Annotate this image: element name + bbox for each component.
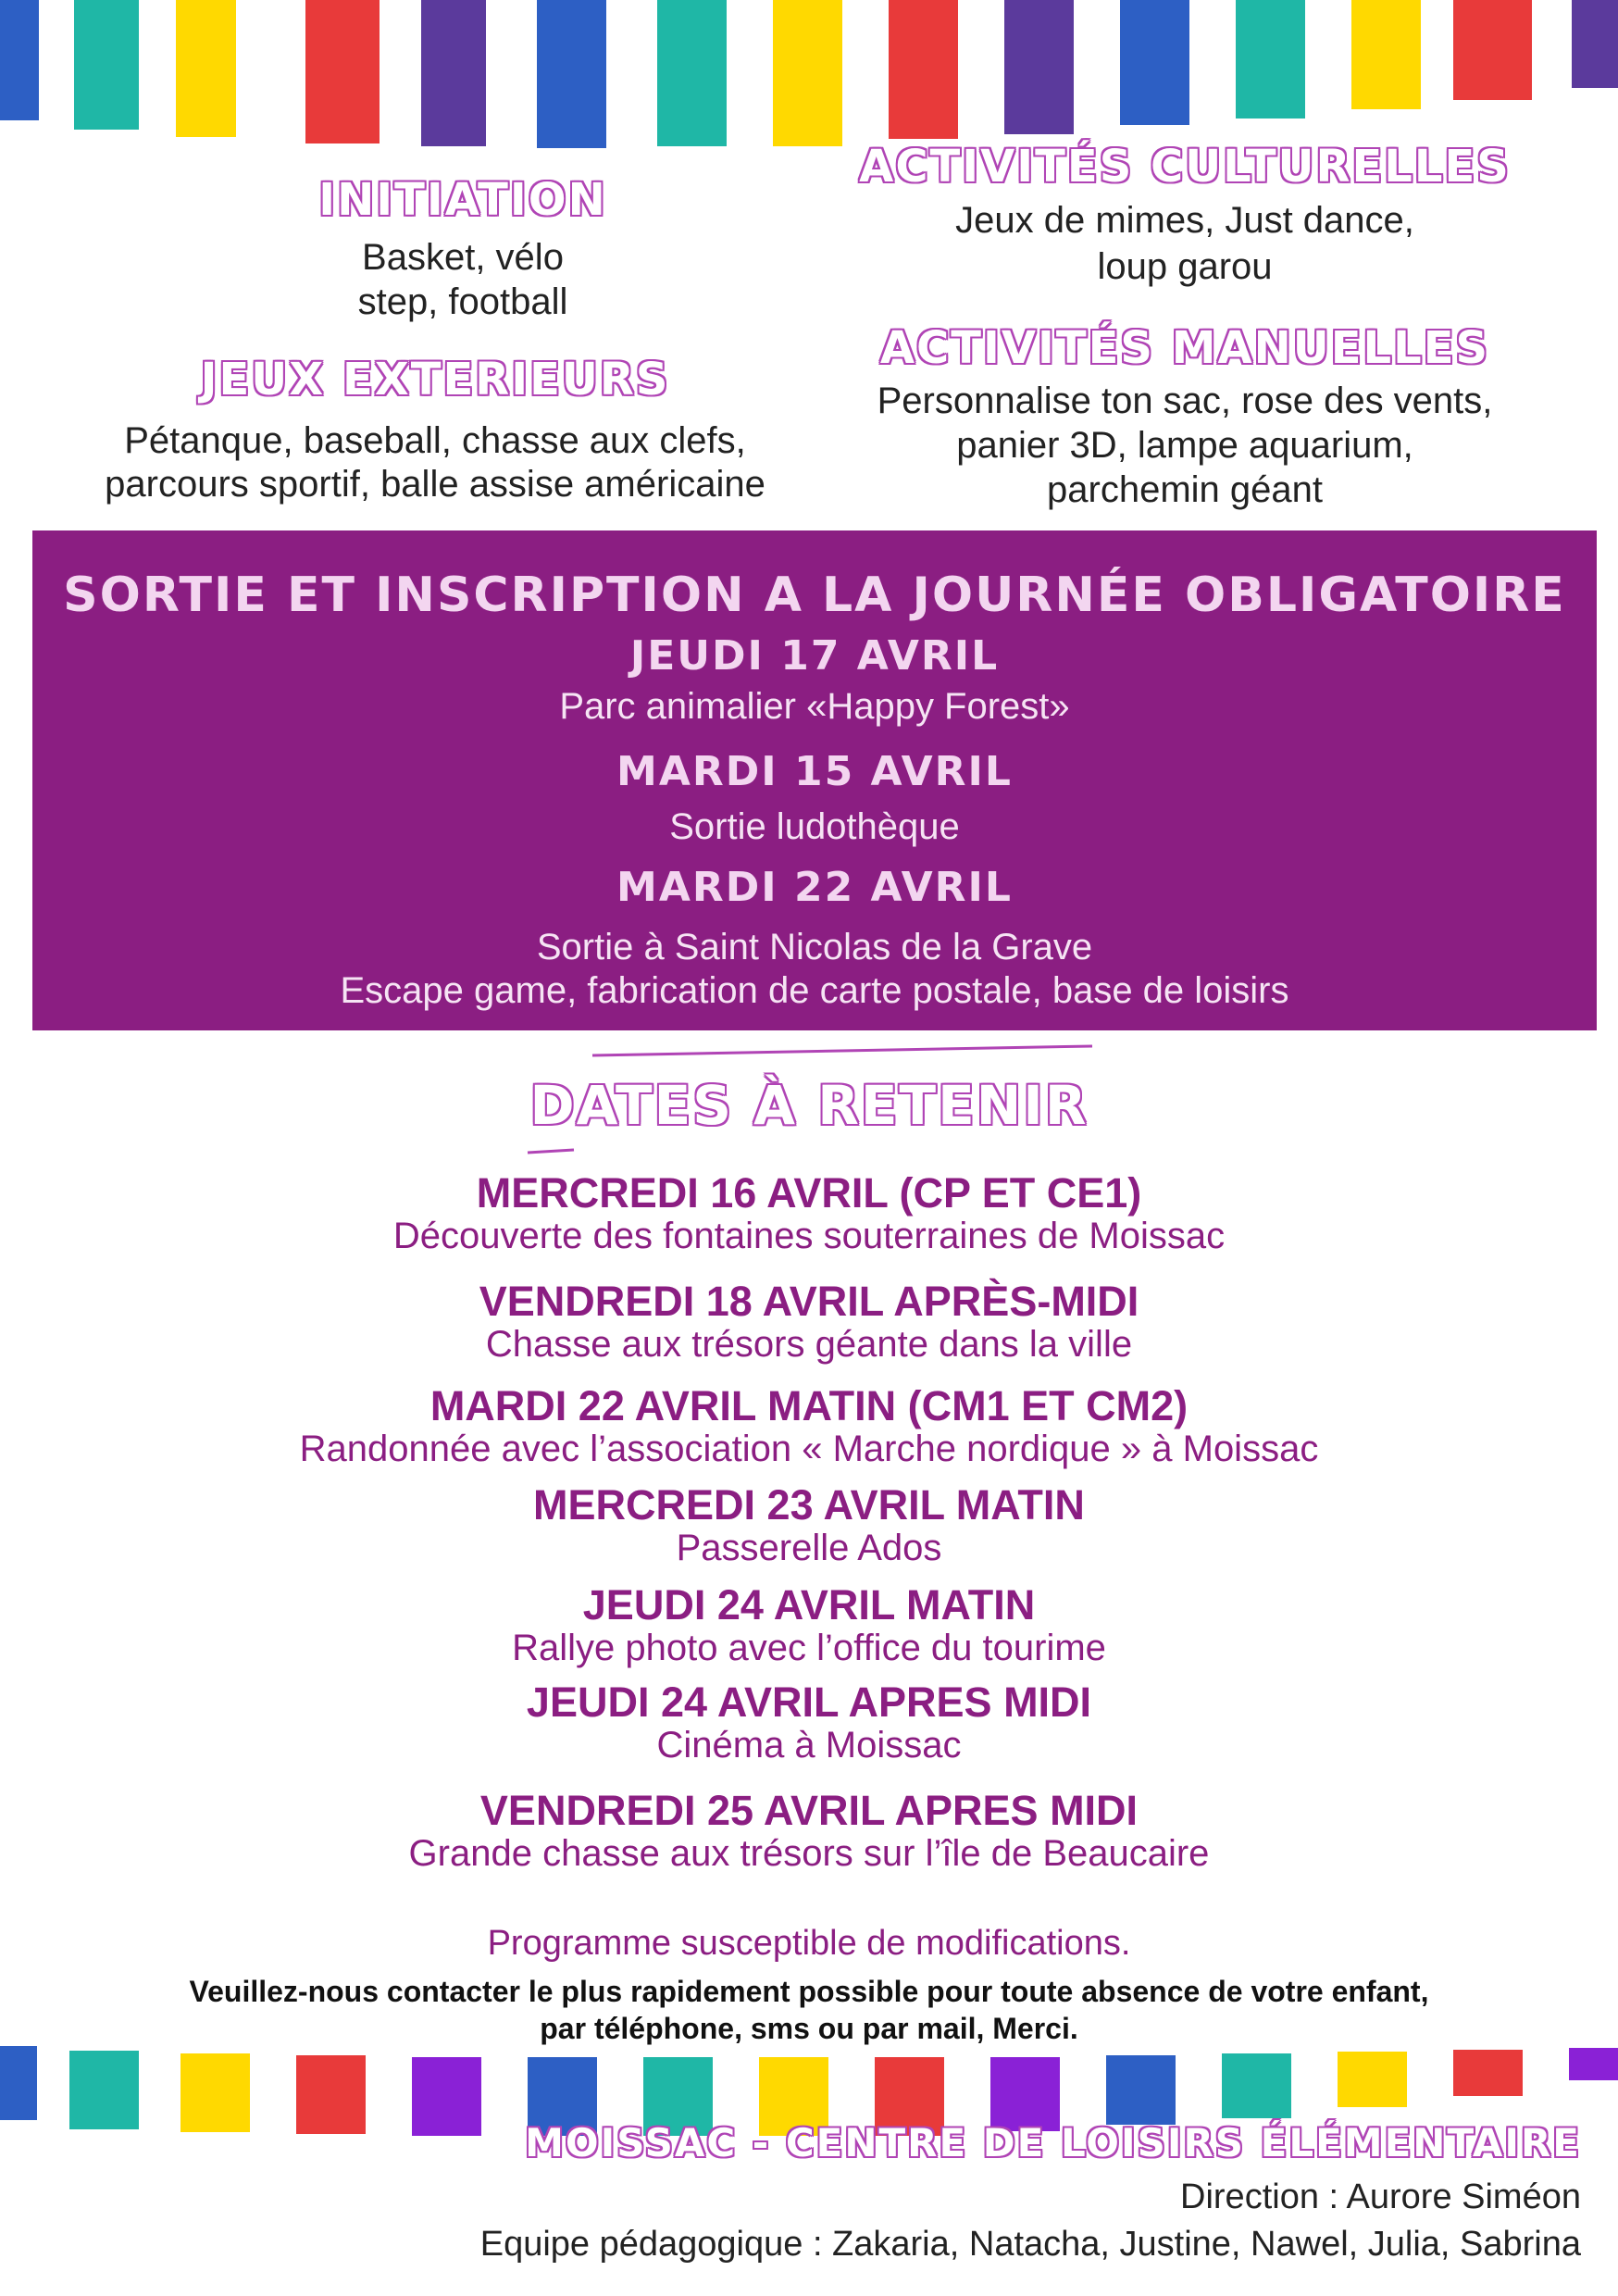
date-event-title: MARDI 22 AVRIL MATIN (CM1 ET CM2) (429, 1382, 1189, 1429)
footer-team: Equipe pédagogique : Zakaria, Natacha, Justine, Nawel, Julia, Sabrina (479, 2225, 1581, 2264)
outing-line: Parc animalier «Happy Forest» (559, 686, 1070, 727)
initiation-line: Basket, vélo (362, 237, 564, 278)
activites-manuelles-line: panier 3D, lampe aquarium, (956, 425, 1413, 466)
activites-manuelles-line: Personnalise ton sac, rose des vents, (877, 381, 1493, 421)
bunting-flag (412, 2057, 481, 2136)
date-event-desc: Rallye photo avec l’office du tourime (512, 1628, 1106, 1668)
bunting-flag (0, 0, 39, 120)
bunting-flag (537, 0, 606, 148)
activites-culturelles-heading: ACTIVITÉS CULTURELLES (859, 141, 1511, 193)
jeux-exterieurs-heading: JEUX EXTERIEURS (200, 354, 670, 406)
bunting-flag (1453, 2050, 1523, 2096)
initiation-line: step, football (357, 281, 568, 322)
outing-date: MARDI 15 AVRIL (616, 748, 1013, 795)
bunting-flag (1572, 0, 1618, 88)
dates-heading: DATES À RETENIR (529, 1074, 1089, 1137)
bunting-flag (1338, 2052, 1407, 2107)
bunting-flag (1351, 0, 1421, 109)
bunting-flag (421, 0, 486, 146)
outing-line: Sortie à Saint Nicolas de la Grave (536, 927, 1093, 967)
outing-line: Sortie ludothèque (669, 806, 960, 847)
date-event-title: MERCREDI 23 AVRIL MATIN (533, 1481, 1085, 1529)
outing-date: MARDI 22 AVRIL (616, 864, 1013, 911)
bunting-flag (1222, 2053, 1291, 2118)
bunting-flag (176, 0, 236, 137)
bunting-flag (1120, 0, 1189, 125)
date-event-desc: Chasse aux trésors géante dans la ville (485, 1324, 1133, 1365)
bunting-flag (889, 0, 958, 139)
date-event-title: JEUDI 24 AVRIL APRES MIDI (526, 1678, 1092, 1726)
contact-line: Veuillez-nous contacter le plus rapidement possible pour toute absence de votre enfant, (189, 1975, 1429, 2008)
bunting-flag (69, 2051, 139, 2129)
date-event-title: VENDREDI 25 AVRIL APRES MIDI (479, 1787, 1139, 1834)
dates-underline-bottom (528, 1150, 574, 1153)
bunting-flag (1453, 0, 1532, 100)
bunting-flag (1569, 2048, 1618, 2080)
dates-underline-top (592, 1046, 1092, 1055)
outings-title: SORTIE ET INSCRIPTION A LA JOURNÉE OBLIGATOIRE (63, 568, 1566, 623)
date-event-title: VENDREDI 18 AVRIL APRÈS-MIDI (479, 1278, 1139, 1325)
date-event-desc: Randonnée avec l’association « Marche nordique » à Moissac (299, 1429, 1319, 1469)
jeux-exterieurs-line: Pétanque, baseball, chasse aux clefs, (124, 420, 746, 461)
contact-line: par téléphone, sms ou par mail, Merci. (540, 2012, 1078, 2045)
activites-manuelles-heading: ACTIVITÉS MANUELLES (879, 322, 1490, 374)
bunting-flag (305, 0, 380, 144)
activites-manuelles-line: parchemin géant (1047, 469, 1323, 510)
footer-direction: Direction : Aurore Siméon (1180, 2177, 1581, 2216)
date-event-title: JEUDI 24 AVRIL MATIN (582, 1581, 1036, 1628)
date-event-desc: Découverte des fontaines souterraines de Moissac (392, 1216, 1226, 1256)
bunting-flag (74, 0, 139, 130)
bunting-flag (773, 0, 842, 146)
bunting-flag (1106, 2055, 1176, 2125)
bunting-flag (657, 0, 727, 146)
date-event-desc: Passerelle Ados (676, 1528, 942, 1568)
activites-culturelles-line: Jeux de mimes, Just dance, (955, 200, 1414, 241)
date-event-desc: Grande chasse aux trésors sur l’île de Beaucaire (408, 1833, 1210, 1874)
outing-date: JEUDI 17 AVRIL (629, 632, 1000, 680)
initiation-heading: INITIATION (318, 174, 607, 226)
jeux-exterieurs-line: parcours sportif, balle assise américaine (105, 464, 765, 505)
date-event-desc: Cinéma à Moissac (656, 1725, 962, 1766)
bunting-flag (1236, 0, 1305, 119)
activites-culturelles-line: loup garou (1097, 246, 1273, 287)
outings-band (32, 530, 1597, 1030)
bunting-flag (0, 2046, 37, 2120)
modifications-note: Programme susceptible de modifications. (487, 1924, 1131, 1963)
date-event-title: MERCREDI 16 AVRIL (CP ET CE1) (476, 1169, 1142, 1217)
bunting-flag (296, 2055, 366, 2134)
bunting-flag (1004, 0, 1074, 134)
footer-title: MOISSAC - CENTRE DE LOISIRS ÉLÉMENTAIRE (525, 2120, 1581, 2165)
outing-line: Escape game, fabrication de carte postale, base de loisirs (340, 970, 1289, 1011)
bunting-flag (180, 2053, 250, 2132)
